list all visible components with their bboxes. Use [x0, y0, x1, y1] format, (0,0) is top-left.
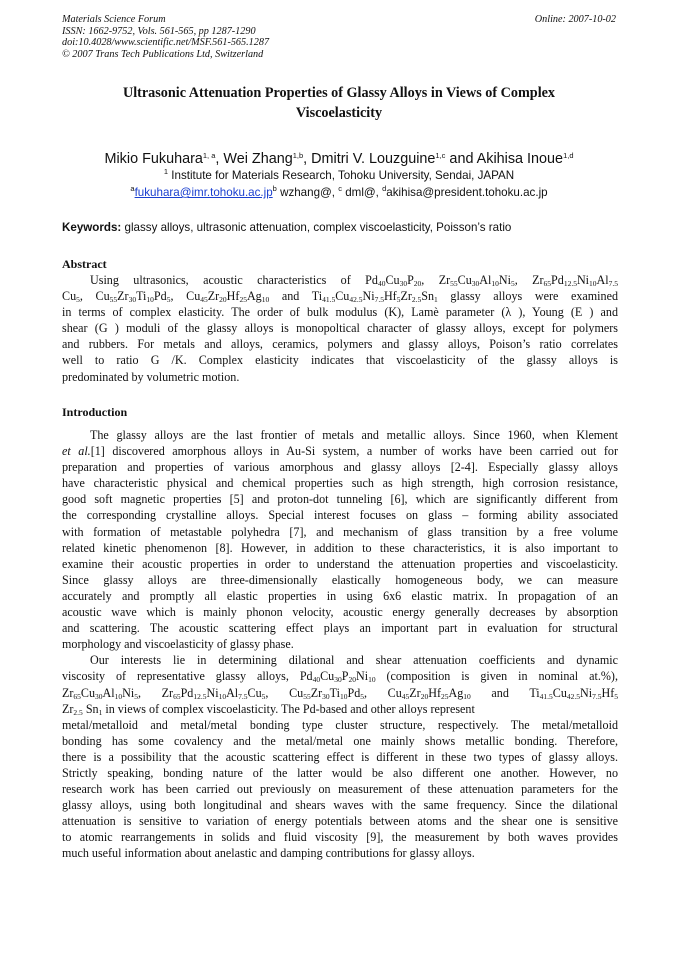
intro-line: the corresponding crystalline alloys. Special interest focuses on glass – forming ability associated — [62, 508, 618, 523]
chemical-formula: $Cu_{45}Zr_{20}Hf_{25}Ag_{10}$ — [387, 685, 471, 701]
affiliation-text: Institute for Materials Research, Tohoku University, Sendai, JAPAN — [168, 169, 515, 182]
intro-line: examine their acoustic properties in order to understand the attenuation properties and viscoelasticity. — [62, 556, 618, 571]
abstract-body — [62, 272, 618, 385]
keywords-text: glassy alloys, ultrasonic attenuation, complex viscoelasticity, Poisson’s ratio — [121, 221, 512, 234]
intro-line: good soft magnetic properties [5] and proton-dot tunneling [6], which are significantly different from — [62, 492, 618, 507]
chemical-formula: $Pd_{40}Cu_{30}P_{20}Ni_{10}$ — [299, 669, 376, 685]
online-date: Online: 2007-10-02 — [534, 14, 616, 25]
chemical-formula: $Cu_{55}Zr_{30}Ti_{10}Pd_5$ — [95, 289, 171, 305]
chemical-formula: $Zr_{65}Pd_{12.5}Ni_{10}Al_{7.5}$ — [532, 273, 619, 288]
author-affil-sup: 1,b — [292, 151, 304, 160]
intro-line — [62, 668, 618, 684]
intro-line: preparation and properties of various amorphous and glassy alloys [2-4]. Especially glassy alloys — [62, 460, 618, 475]
abstract-heading: Abstract — [62, 257, 107, 271]
affiliation — [62, 168, 616, 184]
intro-line: glassy alloys, using both longitudinal and shears waves with the same frequency. Since the dilational — [62, 798, 618, 813]
intro-line: have characteristic physical and chemical properties such as high strength, high corrosion resistance, — [62, 476, 618, 491]
intro-text: in views of complex viscoelasticity. The Pd-based and other alloys represent — [102, 701, 475, 716]
intro-line: research work has been carried out previously on measurement of these attenuation parameters for the — [62, 782, 618, 797]
chemical-formula: $Cu_{55}Zr_{30}Ti_{10}Pd_5$ — [289, 685, 364, 701]
abstract-line: $Cu_5$, $Cu_{55}Zr_{30}Ti_{10}Pd_5$, $Cu_{45}Zr_{20}Hf_{25}Ag_{10}$ and $Ti_{41.5}Cu_{42.5}Ni_{7.5}Hf_5Zr_{2.5}Sn_1$ glassy alloys were examined — [62, 289, 618, 305]
keywords — [62, 220, 622, 235]
intro-line: Our interests lie in determining dilational and shear attenuation coefficients and dynamic — [90, 653, 618, 668]
intro-line: accurately and promptly all elastic properties in using 6x6 elastic matrix. In propagation of an — [62, 588, 618, 603]
author-affil-sup: 1,d — [563, 151, 574, 160]
intro-line: metal/metalloid and metal/metal bonding type cluster structure, respectively. The metal/metalloid — [62, 717, 618, 732]
email-sup: b — [272, 184, 277, 193]
abstract-line: shear (G ) moduli of the glassy alloys is monopoltical character of glassy alloys, except for polymers — [62, 321, 618, 336]
title-line: Viscoelasticity — [295, 105, 383, 121]
intro-line: related kinetic phenomenon [8]. However, in addition to these characteristics, it is also important to — [62, 540, 618, 555]
intro-line: attenuation is sensitive to variation of energy potentials between atoms and the shear one is sensitive — [62, 814, 618, 829]
abstract-line: well to ratio G /K. Complex elasticity indicates that viscoelasticity of the glassy alloys is — [62, 353, 618, 368]
chemical-formula: $Zr_{65}Pd_{12.5}Ni_{10}Al_{7.5}Cu_5$ — [161, 685, 266, 701]
author-affil-sup: 1,c — [435, 151, 446, 160]
intro-line: Since glassy alloys are three-dimensionally elastically homogeneous body, we can measure — [62, 572, 618, 587]
abstract-line: in terms of complex elasticity. The order of bulk modulus (K), Lamè parameter (λ ), Young (E ) and — [62, 305, 618, 320]
abstract-line: Using ultrasonics, acoustic characteristics of $Pd_{40}Cu_{30}P_{20}$, $Zr_{55}Cu_{30}Al_{10}Ni_5$, $Zr_{65}Pd_{12.5}Ni_{10}Al_{7.5}$ — [90, 273, 619, 288]
intro-text: viscosity of representative glassy alloys, — [62, 669, 300, 684]
chemical-formula: $Zr_{55}Cu_{30}Al_{10}Ni_5$ — [438, 273, 515, 288]
intro-text: (composition is given in nominal at.%), — [375, 669, 618, 684]
author-separator: , — [215, 151, 224, 167]
chemical-formula: $Zr_{2.5}$ $Sn_1$ — [62, 701, 103, 717]
email-sup: c — [338, 184, 342, 193]
author-name: Dmitri V. Louzguine — [311, 151, 436, 167]
author-list — [62, 150, 616, 168]
abstract-text: glassy alloys were examined — [437, 289, 618, 304]
chemical-formula: $Ti_{41.5}Cu_{42.5}Ni_{7.5}Hf_5$ — [529, 685, 618, 701]
copyright-line: © 2007 Trans Tech Publications Ltd, Switzerland — [62, 48, 264, 60]
intro-line: much useful information about anelastic and damping contributions for glassy alloys. — [62, 846, 475, 861]
issn-line: ISSN: 1662-9752, Vols. 561-565, pp 1287-1290 — [62, 25, 256, 37]
chemical-formula: $Cu_5$ — [62, 289, 80, 305]
intro-line: with formation of metastable polyhedra [7], and mechanism of glass transition by a free volume — [62, 524, 618, 539]
affiliation-sup: 1 — [163, 167, 169, 176]
email-sup: a — [130, 184, 135, 193]
abstract-line: and rubbers. For metals and alloys, ceramics, polymers and glassy alloys, Poison’s ratio correlates — [62, 337, 618, 352]
intro-line: Strictly speaking, bonding nature of the latter would be also different one another. However, no — [62, 765, 618, 780]
intro-line: and scattering. The acoustic scattering effect plays an important part in evaluation for structural — [62, 621, 618, 636]
title-line: Ultrasonic Attenuation Properties of Glassy Alloys in Views of Complex — [122, 85, 556, 101]
chemical-formula: $Pd_{40}Cu_{30}P_{20}$ — [365, 273, 422, 288]
email-text: dml@, — [342, 186, 383, 199]
intro-line: morphology and viscoelasticity of glassy phase. — [62, 637, 294, 652]
introduction-heading: Introduction — [62, 405, 128, 419]
author-name: Wei Zhang — [223, 151, 293, 167]
email-link[interactable]: fukuhara@imr.tohoku.ac.jp — [134, 186, 273, 199]
author-name: Mikio Fukuhara — [104, 151, 203, 167]
author-name: Akihisa Inoue — [476, 151, 564, 167]
abstract-line: predominated by volumetric motion. — [62, 369, 240, 384]
email-text: akihisa@president.tohoku.ac.jp — [386, 186, 548, 199]
author-separator: , — [303, 151, 312, 167]
chemical-formula: $Ti_{41.5}Cu_{42.5}Ni_{7.5}Hf_5Zr_{2.5}Sn_1$ — [311, 289, 438, 305]
chemical-formula: $Zr_{65}Cu_{30}Al_{10}Ni_5$ — [62, 685, 138, 701]
intro-line: $Zr_{65}Cu_{30}Al_{10}Ni_5$, $Zr_{65}Pd_{12.5}Ni_{10}Al_{7.5}Cu_5$, $Cu_{55}Zr_{30}Ti_{10}Pd_5$, $Cu_{45}Zr_{20}Hf_{25}Ag_{10}$ and $Ti_{41.5}Cu_{42.5}Ni_{7.5}Hf_5$ — [62, 685, 618, 701]
journal-header — [62, 14, 616, 60]
intro-line: to atomic rearrangements in solids and fluid viscosity [9], the measurement by both waves provides — [62, 830, 618, 845]
intro-line: et al.[1] discovered amorphous alloys in Au-Si system, a number of works have been carried out for — [62, 444, 618, 459]
keywords-label: Keywords: — [62, 221, 122, 234]
intro-line: bonding has some covalency and the metal/metal one mainly shows metallic bonding. Therefore, — [62, 733, 618, 748]
paper-title — [62, 83, 616, 123]
email-text: wzhang@, — [276, 186, 339, 199]
intro-line — [62, 701, 618, 717]
doi-line: doi:10.4028/www.scientific.net/MSF.561-565.1287 — [62, 37, 270, 49]
intro-line: acoustic wave which is mainly phonon velocity, acoustic energy generally decreases by absorption — [62, 605, 618, 620]
author-separator: and — [445, 151, 477, 167]
journal-name: Materials Science Forum — [62, 14, 166, 25]
email-sup: d — [382, 184, 387, 193]
author-affil-sup: 1, a — [202, 151, 216, 160]
abstract-text: Using ultrasonics, acoustic characteristics of — [90, 273, 366, 287]
intro-line: The glassy alloys are the last frontier of metals and metallic alloys. Since 1960, when Klement — [90, 428, 618, 442]
intro-line: there is a possibility that the acoustic scattering effect is different in these two types of glassy alloys. — [62, 749, 618, 764]
chemical-formula: $Cu_{45}Zr_{20}Hf_{25}Ag_{10}$ — [186, 289, 270, 305]
email-line — [62, 185, 616, 201]
introduction-body — [62, 427, 618, 862]
